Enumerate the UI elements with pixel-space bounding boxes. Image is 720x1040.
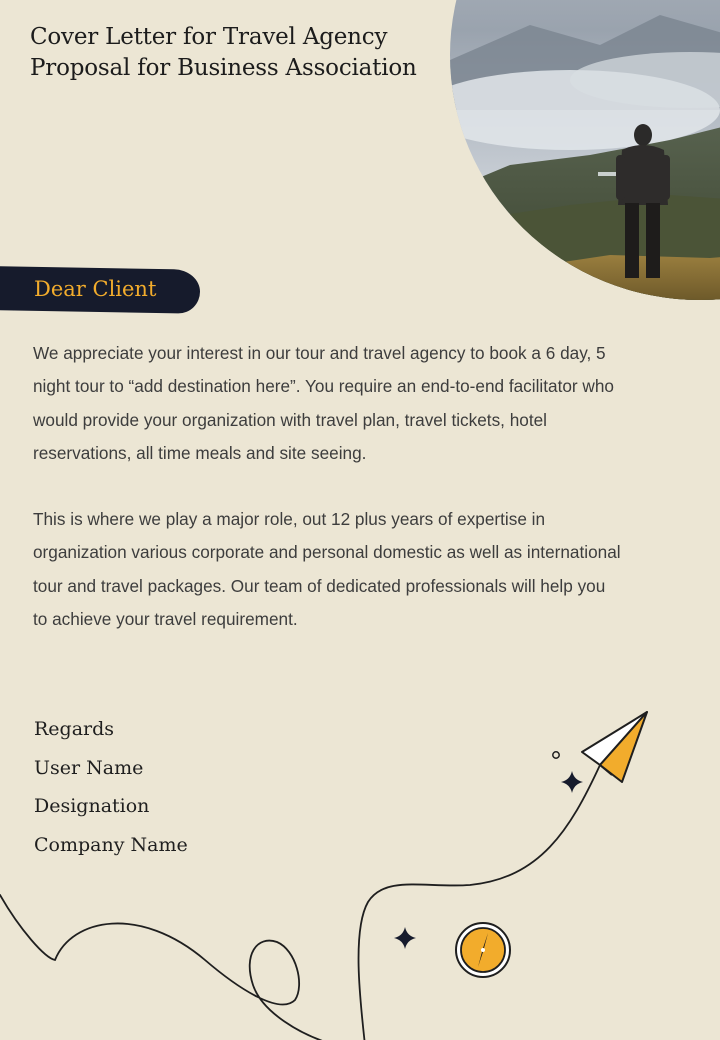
paragraph-line: We appreciate your interest in our tour and travel agency to book a 6 day, 5 [33,343,606,363]
title-line: Proposal for Business Association [30,55,417,81]
sparkle-star-icon [561,771,583,793]
title-line: Cover Letter for Travel Agency [30,24,388,50]
paragraph-line: to achieve your travel requirement. [33,608,298,629]
paragraph-line: organization various corporate and personal domestic as well as international [33,542,621,563]
paragraph-line: This is where we play a major role, out 12 plus years of expertise in [33,509,546,529]
compass-icon [456,923,510,977]
paragraph-line: would provide your organization with travel plan, travel tickets, hotel [33,409,547,430]
flight-path-line [0,895,335,1040]
user-name-text: User Name [34,756,144,779]
small-circle-icon [553,752,559,758]
paragraph-line: tour and travel packages. Our team of dedicated professionals will help you [33,575,606,596]
flight-path-line [359,765,600,1040]
designation-text: Designation [34,795,150,818]
paper-plane-icon [582,712,647,782]
greeting-label: Dear Client [34,277,157,301]
company-name-text: Company Name [34,834,188,857]
paragraph-line: night tour to “add destination here”. You require an end-to-end facilitator who [33,376,614,397]
paragraph-line: reservations, all time meals and site seeing. [33,442,367,463]
sparkle-star-icon [394,927,416,949]
regards-text: Regards [34,718,115,740]
